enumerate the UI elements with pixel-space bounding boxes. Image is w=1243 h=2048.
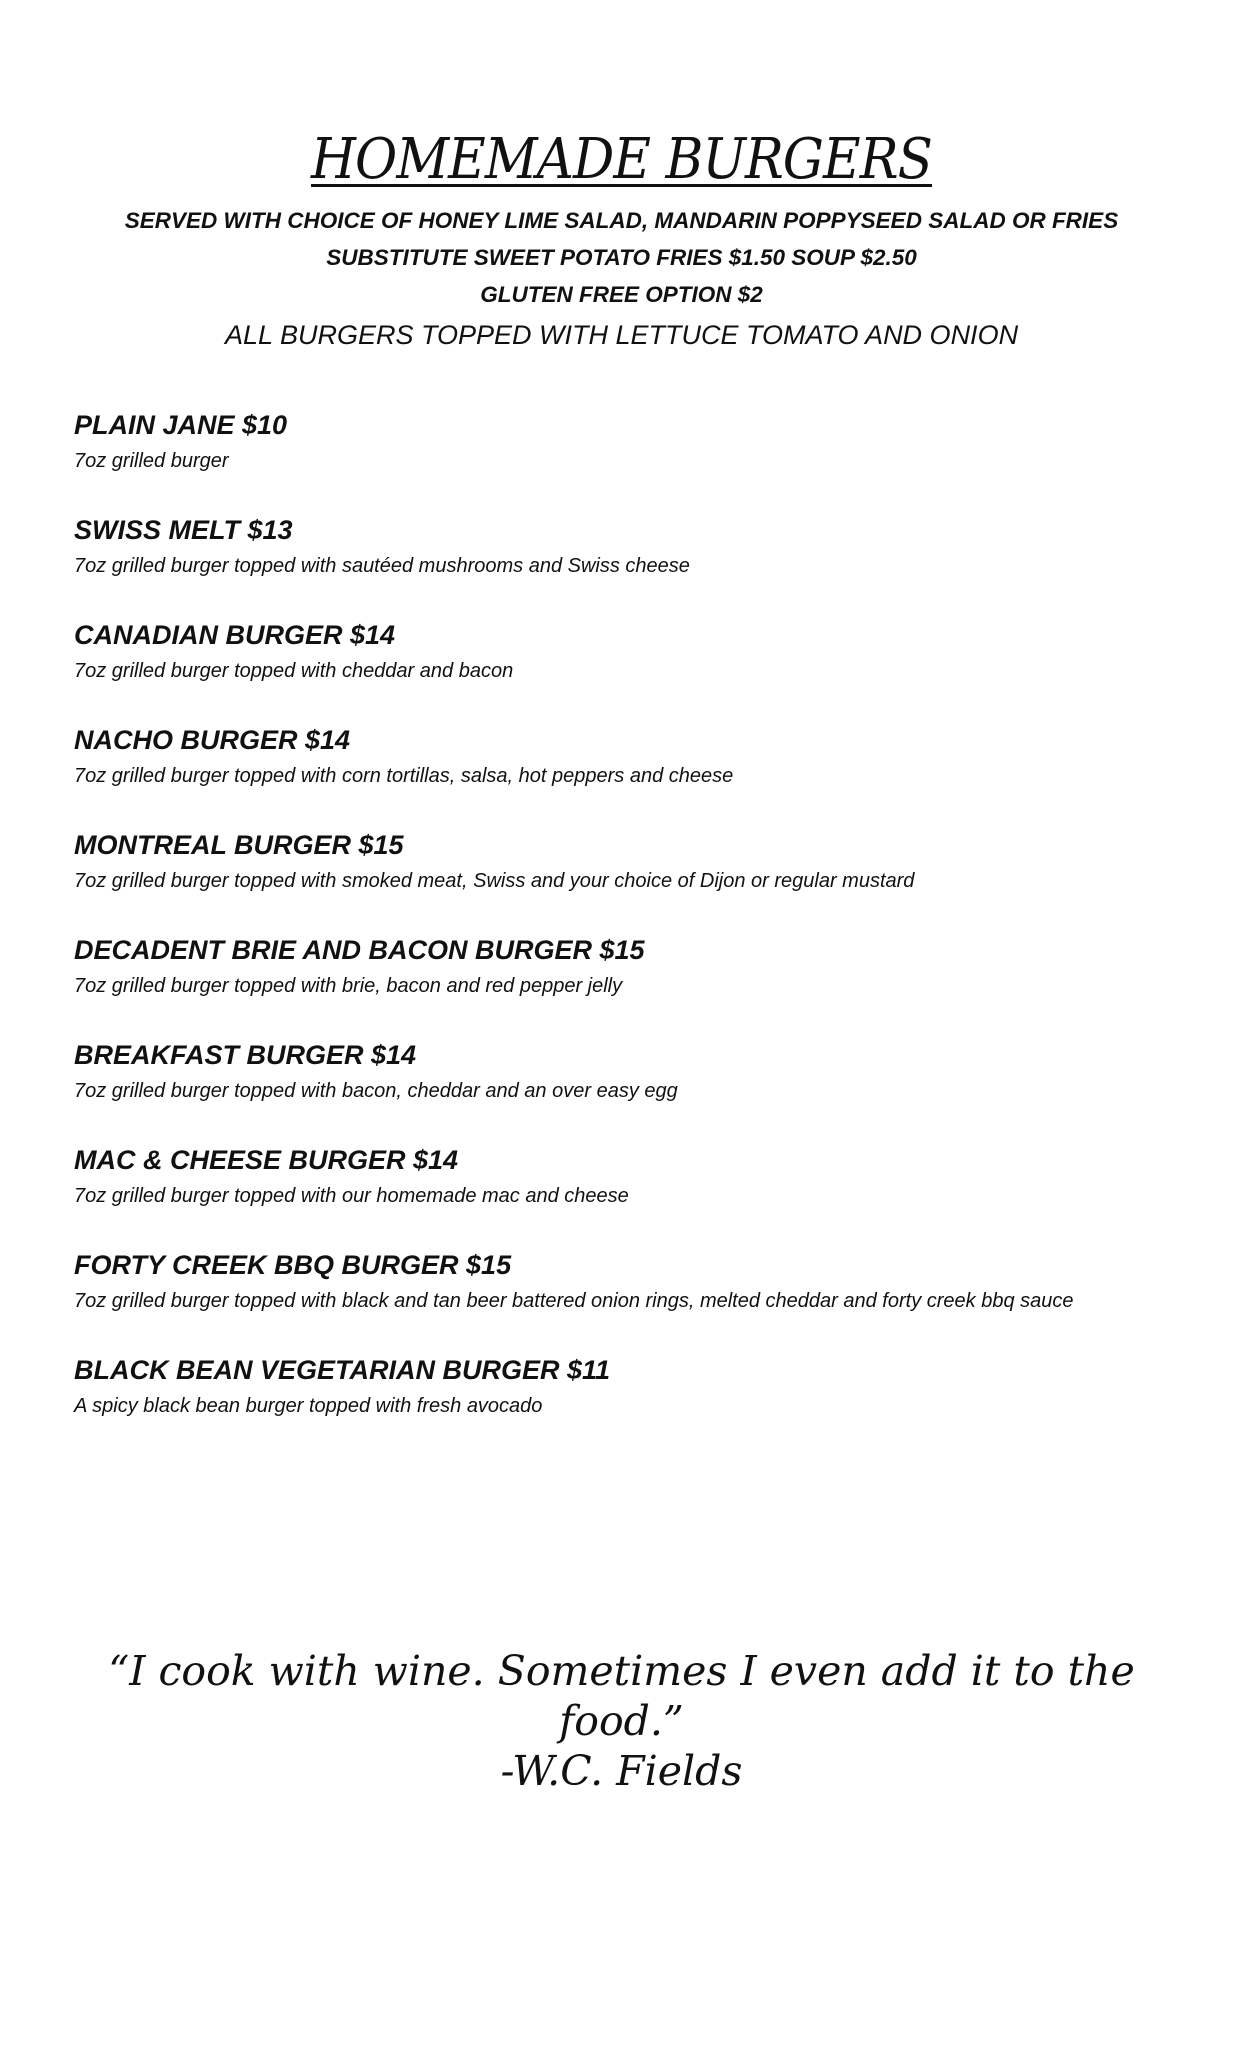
item-description: 7oz grilled burger — [74, 450, 229, 472]
item-description: A spicy black bean burger topped with fresh avocado — [74, 1395, 543, 1417]
item-description: 7oz grilled burger topped with our homemade mac and cheese — [74, 1185, 629, 1207]
menu-title: HOMEMADE BURGERS — [310, 127, 932, 192]
item-name: PLAIN JANE $10 — [74, 410, 288, 440]
menu-item — [74, 618, 1174, 688]
item-description: 7oz grilled burger topped with sautéed mushrooms and Swiss cheese — [74, 555, 690, 577]
gluten-free-note: GLUTEN FREE OPTION $2 — [480, 282, 763, 307]
menu-item — [74, 513, 1174, 583]
substitute-note: SUBSTITUTE SWEET POTATO FRIES $1.50 SOUP $2.50 — [326, 245, 917, 270]
menu-item — [74, 1038, 1174, 1108]
item-name: FORTY CREEK BBQ BURGER $15 — [74, 1250, 512, 1280]
menu-item — [74, 1248, 1174, 1318]
item-name: MONTREAL BURGER $15 — [74, 830, 404, 860]
sides-note: SERVED WITH CHOICE OF HONEY LIME SALAD, MANDARIN POPPYSEED SALAD OR FRIES — [124, 208, 1119, 233]
item-description: 7oz grilled burger topped with corn tortillas, salsa, hot peppers and cheese — [74, 765, 734, 787]
quote-author: -W.C. Fields — [500, 1747, 743, 1795]
item-name: BREAKFAST BURGER $14 — [74, 1040, 417, 1070]
item-description: 7oz grilled burger topped with bacon, cheddar and an over easy egg — [74, 1080, 678, 1102]
item-description: 7oz grilled burger topped with brie, bacon and red pepper jelly — [74, 975, 623, 997]
menu-item — [74, 1353, 1174, 1423]
menu-item — [74, 723, 1174, 793]
item-name: DECADENT BRIE AND BACON BURGER $15 — [74, 935, 645, 965]
item-description: 7oz grilled burger topped with black and tan beer battered onion rings, melted cheddar and forty creek bbq sauce — [74, 1290, 1074, 1312]
menu-item — [74, 828, 1174, 898]
item-name: SWISS MELT $13 — [74, 515, 293, 545]
quote-text: “I cook with wine. Sometimes I even add it to the food.” — [108, 1647, 1135, 1745]
menu-header — [0, 128, 1243, 355]
menu-item — [74, 408, 1174, 478]
quote-block — [0, 1646, 1243, 1796]
item-description: 7oz grilled burger topped with cheddar and bacon — [74, 660, 514, 682]
item-name: MAC & CHEESE BURGER $14 — [74, 1145, 459, 1175]
menu-item — [74, 1143, 1174, 1213]
item-description: 7oz grilled burger topped with smoked meat, Swiss and your choice of Dijon or regular mustard — [74, 870, 915, 892]
item-name: NACHO BURGER $14 — [74, 725, 351, 755]
menu-item — [74, 933, 1174, 1003]
item-name: BLACK BEAN VEGETARIAN BURGER $11 — [74, 1355, 611, 1385]
menu-items — [74, 408, 1174, 1423]
item-name: CANADIAN BURGER $14 — [74, 620, 396, 650]
toppings-note: ALL BURGERS TOPPED WITH LETTUCE TOMATO AND ONION — [224, 320, 1019, 350]
